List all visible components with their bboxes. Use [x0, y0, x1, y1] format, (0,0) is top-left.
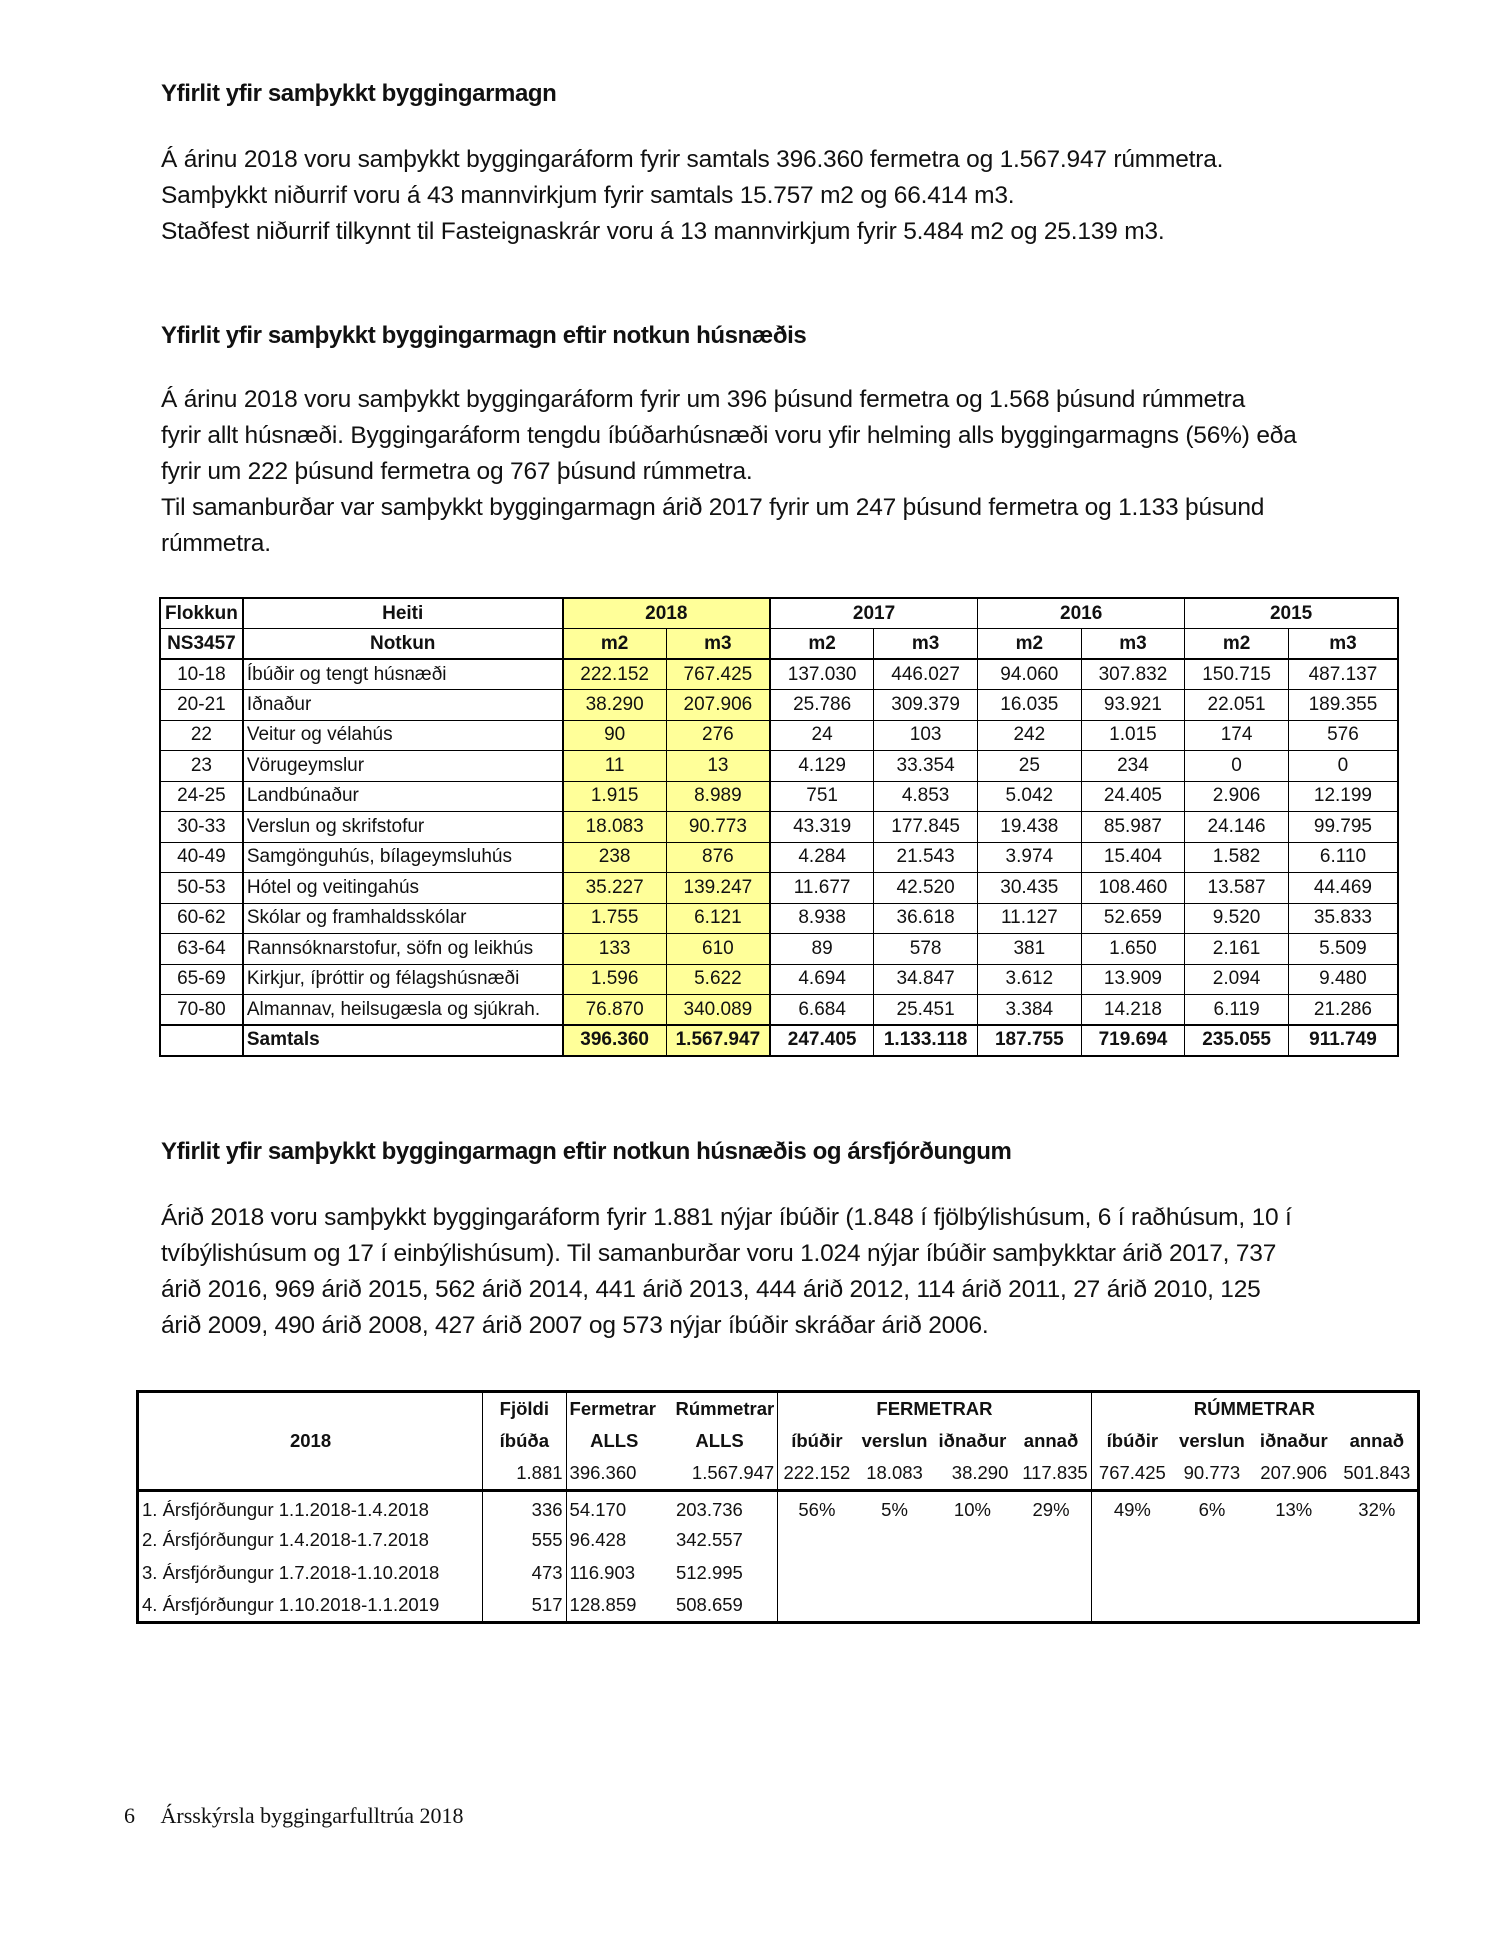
quarterly-volume-table — [136, 1390, 1420, 1624]
cell-2018-m2: 396.360 — [563, 1025, 667, 1056]
cell-2016-m3: 307.832 — [1081, 659, 1185, 690]
table-header-row — [160, 598, 1398, 629]
cell-usage-name: Hótel og veitingahús — [243, 873, 563, 904]
cell-2017-m2: 4.129 — [770, 751, 874, 782]
column-header-year-2017: 2017 — [770, 598, 977, 629]
cell-code: 23 — [160, 751, 243, 782]
cell-2015-m3: 6.110 — [1288, 842, 1398, 873]
cell-usage-name: Samtals — [243, 1025, 563, 1056]
table-header-row — [138, 1392, 1419, 1425]
paragraph-line: Staðfest niðurrif tilkynnt til Fasteignaskrár voru á 13 mannvirkjum fyrir 5.484 m2 og 25.139 m3. — [161, 218, 1165, 245]
cell-2017-m3: 446.027 — [874, 659, 978, 690]
cell-2018-m3: 13 — [666, 751, 770, 782]
pct-fermetrar-annad: 29% — [1032, 1498, 1070, 1520]
quarter-fjoldi: 336 — [483, 1491, 566, 1524]
table-row — [160, 934, 1398, 965]
quarter-fermetrar: 54.170 — [566, 1491, 662, 1524]
cell-2017-m3: 36.618 — [874, 903, 978, 934]
pct-fermetrar-verslun: 5% — [881, 1498, 908, 1520]
cell-2017-m2: 4.694 — [770, 964, 874, 995]
column-header-annad: annað — [1349, 1430, 1405, 1451]
cell-2016-m3: 1.650 — [1081, 934, 1185, 965]
quarter-label: 2. Ársfjórðungur 1.4.2018-1.7.2018 — [142, 1529, 429, 1550]
cell-2015-m3: 21.286 — [1288, 995, 1398, 1026]
pct-fermetrar-verslun — [856, 1524, 934, 1557]
cell-code: 50-53 — [160, 873, 243, 904]
column-header-verslun: verslun — [861, 1430, 928, 1451]
cell-2015-m2: 1.582 — [1185, 842, 1289, 873]
pct-rummetrar-annad — [1337, 1557, 1419, 1590]
section-heading-approved-volume: Yfirlit yfir samþykkt byggingarmagn — [161, 80, 557, 107]
quarter-fjoldi: 473 — [483, 1557, 566, 1590]
cell-2017-m2: 25.786 — [770, 690, 874, 721]
quarter-fermetrar: 128.859 — [566, 1590, 662, 1623]
column-header-annad: annað — [1023, 1430, 1079, 1451]
cell-2015-m3: 99.795 — [1288, 812, 1398, 843]
cell-2016-m3: 234 — [1081, 751, 1185, 782]
pct-fermetrar-ibudir — [778, 1590, 856, 1623]
quarter-fjoldi: 517 — [483, 1590, 566, 1623]
cell-usage-name: Íbúðir og tengt húsnæði — [243, 659, 563, 690]
pct-fermetrar-annad — [1011, 1557, 1091, 1590]
quarter-rummetrar: 508.659 — [675, 1594, 743, 1616]
cell-2018-m3: 8.989 — [666, 781, 770, 812]
cell-2017-m2: 43.319 — [770, 812, 874, 843]
cell-2015-m3: 12.199 — [1288, 781, 1398, 812]
table-total-row — [160, 1025, 1398, 1056]
total-fermetrar-idnadur: 38.290 — [933, 1458, 1011, 1491]
column-header-verslun: verslun — [1179, 1430, 1245, 1451]
cell-2017-m3: 33.354 — [874, 751, 978, 782]
pct-fermetrar-annad — [1011, 1524, 1091, 1557]
cell-2018-m2: 35.227 — [563, 873, 667, 904]
cell-2016-m3: 24.405 — [1081, 781, 1185, 812]
quarter-label: 1. Ársfjórðungur 1.1.2018-1.4.2018 — [142, 1498, 429, 1520]
table-row — [160, 781, 1398, 812]
column-header-fermetrar-alls: Fermetrar — [566, 1392, 662, 1425]
cell-2016-m2: 3.384 — [978, 995, 1082, 1026]
column-header-rummetrar-alls: ALLS — [695, 1430, 744, 1451]
cell-2015-m2: 22.051 — [1185, 690, 1289, 721]
cell-2017-m2: 11.677 — [770, 873, 874, 904]
table-row — [160, 873, 1398, 904]
cell-2015-m2: 9.520 — [1185, 903, 1289, 934]
cell-2015-m3: 487.137 — [1288, 659, 1398, 690]
cell-2015-m2: 2.906 — [1185, 781, 1289, 812]
column-header-m2: m2 — [770, 629, 874, 660]
column-header-heiti: Heiti — [243, 598, 563, 629]
cell-2015-m2: 0 — [1185, 751, 1289, 782]
pct-rummetrar-ibudir: 49% — [1091, 1491, 1173, 1524]
usage-volume-table — [159, 597, 1399, 1057]
cell-2017-m3: 25.451 — [874, 995, 978, 1026]
cell-code — [160, 1025, 243, 1056]
cell-usage-name: Verslun og skrifstofur — [243, 812, 563, 843]
pct-rummetrar-idnadur — [1251, 1557, 1337, 1590]
total-fermetrar-verslun: 18.083 — [856, 1458, 934, 1491]
cell-code: 24-25 — [160, 781, 243, 812]
cell-code: 20-21 — [160, 690, 243, 721]
column-header-idnadur: iðnaður — [1259, 1430, 1328, 1451]
quarter-fermetrar: 96.428 — [566, 1524, 662, 1557]
pct-fermetrar-verslun — [856, 1557, 934, 1590]
cell-2017-m3: 177.845 — [874, 812, 978, 843]
table-row — [160, 690, 1398, 721]
column-group-rummetrar: RÚMMETRAR — [1091, 1392, 1418, 1425]
pct-rummetrar-verslun — [1173, 1524, 1251, 1557]
cell-2018-m3: 610 — [666, 934, 770, 965]
cell-2016-m3: 13.909 — [1081, 964, 1185, 995]
cell-2018-m3: 876 — [666, 842, 770, 873]
column-header-m2: m2 — [1185, 629, 1289, 660]
cell-2018-m2: 38.290 — [563, 690, 667, 721]
empty-cell — [138, 1458, 483, 1491]
cell-2015-m2: 150.715 — [1185, 659, 1289, 690]
cell-2017-m3: 578 — [874, 934, 978, 965]
table-row — [160, 964, 1398, 995]
table-subheader-row — [160, 629, 1398, 660]
cell-2015-m2: 13.587 — [1185, 873, 1289, 904]
table-row — [160, 903, 1398, 934]
column-header-idnadur: iðnaður — [938, 1430, 1007, 1451]
table-row — [160, 659, 1398, 690]
cell-2016-m2: 25 — [978, 751, 1082, 782]
cell-2018-m3: 90.773 — [666, 812, 770, 843]
cell-2015-m2: 235.055 — [1185, 1025, 1289, 1056]
paragraph-line: Á árinu 2018 voru samþykkt byggingaráform fyrir um 396 þúsund fermetra og 1.568 þúsund rúmmetra — [161, 386, 1246, 413]
cell-2018-m3: 207.906 — [666, 690, 770, 721]
pct-rummetrar-verslun — [1173, 1557, 1251, 1590]
cell-usage-name: Skólar og framhaldsskólar — [243, 903, 563, 934]
column-header-notkun: Notkun — [243, 629, 563, 660]
cell-2018-m2: 1.596 — [563, 964, 667, 995]
cell-usage-name: Rannsóknarstofur, söfn og leikhús — [243, 934, 563, 965]
cell-2018-m3: 767.425 — [666, 659, 770, 690]
cell-2015-m3: 35.833 — [1288, 903, 1398, 934]
section2-paragraph — [161, 382, 1297, 562]
pct-rummetrar-ibudir — [1091, 1590, 1173, 1623]
table-row — [160, 995, 1398, 1026]
column-header-fjoldi: Fjöldi — [483, 1392, 566, 1425]
column-header-fermetrar-alls: ALLS — [566, 1425, 662, 1458]
section1-paragraph — [161, 142, 1223, 250]
cell-2016-m2: 19.438 — [978, 812, 1082, 843]
quarter-rummetrar: 342.557 — [675, 1529, 743, 1550]
cell-2018-m3: 139.247 — [666, 873, 770, 904]
cell-2016-m3: 93.921 — [1081, 690, 1185, 721]
total-rummetrar-verslun: 90.773 — [1173, 1458, 1251, 1491]
cell-2018-m2: 76.870 — [563, 995, 667, 1026]
column-header-m3: m3 — [874, 629, 978, 660]
pct-rummetrar-idnadur: 13% — [1275, 1498, 1313, 1520]
quarter-row — [138, 1557, 1419, 1590]
pct-rummetrar-idnadur — [1251, 1590, 1337, 1623]
cell-2018-m2: 1.915 — [563, 781, 667, 812]
cell-code: 40-49 — [160, 842, 243, 873]
cell-2018-m3: 276 — [666, 720, 770, 751]
cell-2017-m3: 1.133.118 — [874, 1025, 978, 1056]
pct-fermetrar-annad — [1011, 1590, 1091, 1623]
cell-2018-m2: 11 — [563, 751, 667, 782]
cell-2016-m3: 85.987 — [1081, 812, 1185, 843]
cell-2017-m3: 21.543 — [874, 842, 978, 873]
column-header-flokkun: Flokkun — [160, 598, 243, 629]
cell-2016-m2: 3.974 — [978, 842, 1082, 873]
column-header-year-2015: 2015 — [1185, 598, 1398, 629]
column-header-m2: m2 — [978, 629, 1082, 660]
cell-2015-m2: 24.146 — [1185, 812, 1289, 843]
cell-2018-m2: 222.152 — [563, 659, 667, 690]
cell-code: 30-33 — [160, 812, 243, 843]
cell-2016-m3: 1.015 — [1081, 720, 1185, 751]
pct-rummetrar-ibudir — [1091, 1557, 1173, 1590]
section-heading-by-usage: Yfirlit yfir samþykkt byggingarmagn eftir notkun húsnæðis — [161, 322, 807, 349]
total-fermetrar: 396.360 — [566, 1458, 662, 1491]
cell-2017-m2: 6.684 — [770, 995, 874, 1026]
report-title: Ársskýrsla byggingarfulltrúa 2018 — [160, 1803, 464, 1828]
column-header-m3: m3 — [1288, 629, 1398, 660]
pct-fermetrar-idnadur — [933, 1590, 1011, 1623]
cell-2015-m3: 9.480 — [1288, 964, 1398, 995]
cell-usage-name: Iðnaður — [243, 690, 563, 721]
cell-code: 60-62 — [160, 903, 243, 934]
cell-2016-m3: 108.460 — [1081, 873, 1185, 904]
cell-2018-m2: 133 — [563, 934, 667, 965]
cell-usage-name: Landbúnaður — [243, 781, 563, 812]
table-row — [160, 720, 1398, 751]
quarter-fjoldi: 555 — [483, 1524, 566, 1557]
quarter-row — [138, 1524, 1419, 1557]
cell-2017-m2: 4.284 — [770, 842, 874, 873]
cell-2016-m2: 94.060 — [978, 659, 1082, 690]
cell-2015-m3: 189.355 — [1288, 690, 1398, 721]
column-header-year-2016: 2016 — [978, 598, 1185, 629]
table-row — [160, 812, 1398, 843]
column-header-year: 2018 — [289, 1429, 332, 1451]
section-heading-by-quarter: Yfirlit yfir samþykkt byggingarmagn eftir notkun húsnæðis og ársfjórðungum — [161, 1138, 1012, 1165]
table-row — [160, 751, 1398, 782]
cell-2017-m2: 247.405 — [770, 1025, 874, 1056]
cell-usage-name: Veitur og vélahús — [243, 720, 563, 751]
column-header-m3: m3 — [1081, 629, 1185, 660]
column-header-ns3457: NS3457 — [160, 629, 243, 660]
cell-2017-m2: 137.030 — [770, 659, 874, 690]
total-rummetrar: 1.567.947 — [662, 1458, 778, 1491]
cell-code: 10-18 — [160, 659, 243, 690]
cell-2015-m2: 6.119 — [1185, 995, 1289, 1026]
quarter-row — [138, 1491, 1419, 1524]
total-rummetrar-annad: 501.843 — [1337, 1458, 1419, 1491]
pct-fermetrar-ibudir — [778, 1557, 856, 1590]
paragraph-line: Til samanburðar var samþykkt byggingarmagn árið 2017 fyrir um 247 þúsund fermetra og 1.133 þúsund — [161, 494, 1265, 521]
cell-2015-m2: 2.161 — [1185, 934, 1289, 965]
cell-2018-m3: 1.567.947 — [666, 1025, 770, 1056]
table-totals-row — [138, 1458, 1419, 1491]
paragraph-line: Á árinu 2018 voru samþykkt byggingaráform fyrir samtals 396.360 fermetra og 1.567.947 rúmmetra. — [161, 146, 1224, 173]
cell-2015-m2: 2.094 — [1185, 964, 1289, 995]
cell-usage-name: Vörugeymslur — [243, 751, 563, 782]
quarter-fermetrar: 116.903 — [566, 1557, 662, 1590]
cell-usage-name: Almannav, heilsugæsla og sjúkrah. — [243, 995, 563, 1026]
cell-2016-m3: 719.694 — [1081, 1025, 1185, 1056]
pct-rummetrar-annad — [1337, 1524, 1419, 1557]
pct-rummetrar-ibudir — [1091, 1524, 1173, 1557]
cell-2018-m2: 238 — [563, 842, 667, 873]
cell-2016-m2: 3.612 — [978, 964, 1082, 995]
paragraph-line: tvíbýlishúsum og 17 í einbýlishúsum). Til samanburðar voru 1.024 nýjar íbúðir samþykktar árið 2017, 737 — [161, 1240, 1277, 1267]
page-footer — [124, 1803, 464, 1829]
cell-2016-m3: 52.659 — [1081, 903, 1185, 934]
page-number: 6 — [124, 1803, 135, 1828]
cell-2018-m2: 18.083 — [563, 812, 667, 843]
cell-code: 70-80 — [160, 995, 243, 1026]
column-header-ibudir: íbúðir — [778, 1425, 856, 1458]
section3-paragraph — [161, 1200, 1292, 1344]
cell-2018-m2: 1.755 — [563, 903, 667, 934]
cell-2017-m2: 89 — [770, 934, 874, 965]
cell-2017-m2: 751 — [770, 781, 874, 812]
paragraph-line: fyrir um 222 þúsund fermetra og 767 þúsund rúmmetra. — [161, 458, 753, 485]
total-rummetrar-ibudir: 767.425 — [1091, 1458, 1173, 1491]
paragraph-line: árið 2009, 490 árið 2008, 427 árið 2007 og 573 nýjar íbúðir skráðar árið 2006. — [161, 1312, 989, 1339]
cell-2015-m3: 911.749 — [1288, 1025, 1398, 1056]
cell-2016-m2: 30.435 — [978, 873, 1082, 904]
paragraph-line: fyrir allt húsnæði. Byggingaráform tengdu íbúðarhúsnæði voru yfir helming alls byggingarmagns (56%) eða — [161, 422, 1297, 449]
quarter-row — [138, 1590, 1419, 1623]
cell-2017-m3: 4.853 — [874, 781, 978, 812]
pct-fermetrar-idnadur — [933, 1524, 1011, 1557]
column-header-fjoldi: íbúða — [483, 1425, 566, 1458]
cell-2017-m3: 103 — [874, 720, 978, 751]
cell-2016-m2: 5.042 — [978, 781, 1082, 812]
pct-fermetrar-idnadur: 10% — [953, 1498, 991, 1520]
quarter-label: 4. Ársfjórðungur 1.10.2018-1.1.2019 — [142, 1594, 440, 1616]
cell-2017-m3: 309.379 — [874, 690, 978, 721]
column-header-year-2018: 2018 — [563, 598, 770, 629]
cell-2017-m3: 42.520 — [874, 873, 978, 904]
pct-fermetrar-idnadur — [933, 1557, 1011, 1590]
cell-2017-m2: 8.938 — [770, 903, 874, 934]
cell-code: 65-69 — [160, 964, 243, 995]
cell-2018-m2: 90 — [563, 720, 667, 751]
column-header-m2: m2 — [563, 629, 667, 660]
cell-2015-m3: 576 — [1288, 720, 1398, 751]
cell-2016-m2: 381 — [978, 934, 1082, 965]
cell-2016-m2: 16.035 — [978, 690, 1082, 721]
cell-2015-m2: 174 — [1185, 720, 1289, 751]
paragraph-line: rúmmetra. — [161, 530, 271, 557]
paragraph-line: árið 2016, 969 árið 2015, 562 árið 2014, 441 árið 2013, 444 árið 2012, 114 árið 2011, 27 árið 2010, 125 — [161, 1276, 1261, 1303]
pct-rummetrar-annad — [1337, 1590, 1419, 1623]
quarter-label: 3. Ársfjórðungur 1.7.2018-1.10.2018 — [142, 1562, 440, 1583]
total-fjoldi: 1.881 — [483, 1458, 566, 1491]
column-header-m3: m3 — [666, 629, 770, 660]
column-header-ibudir: íbúðir — [1091, 1425, 1173, 1458]
cell-2015-m3: 44.469 — [1288, 873, 1398, 904]
cell-2016-m2: 187.755 — [978, 1025, 1082, 1056]
cell-2018-m3: 6.121 — [666, 903, 770, 934]
paragraph-line: Árið 2018 voru samþykkt byggingaráform fyrir 1.881 nýjar íbúðir (1.848 í fjölbýlishúsum, 6 í raðhúsum, 10 í — [161, 1204, 1292, 1231]
column-group-fermetrar: FERMETRAR — [778, 1392, 1091, 1425]
cell-2016-m3: 14.218 — [1081, 995, 1185, 1026]
cell-2017-m2: 24 — [770, 720, 874, 751]
paragraph-line: Samþykkt niðurrif voru á 43 mannvirkjum fyrir samtals 15.757 m2 og 66.414 m3. — [161, 182, 1015, 209]
pct-fermetrar-ibudir: 56% — [778, 1491, 856, 1524]
cell-usage-name: Kirkjur, íþróttir og félagshúsnæði — [243, 964, 563, 995]
cell-2016-m2: 11.127 — [978, 903, 1082, 934]
total-fermetrar-annad: 117.835 — [1011, 1458, 1091, 1491]
column-header-rummetrar-alls: Rúmmetrar — [675, 1397, 775, 1419]
pct-fermetrar-verslun — [856, 1590, 934, 1623]
cell-2017-m3: 34.847 — [874, 964, 978, 995]
total-rummetrar-idnadur: 207.906 — [1251, 1458, 1337, 1491]
total-fermetrar-ibudir: 222.152 — [778, 1458, 856, 1491]
pct-fermetrar-ibudir — [778, 1524, 856, 1557]
cell-2018-m3: 5.622 — [666, 964, 770, 995]
pct-rummetrar-idnadur — [1251, 1524, 1337, 1557]
pct-rummetrar-verslun: 6% — [1198, 1498, 1226, 1520]
cell-code: 22 — [160, 720, 243, 751]
cell-code: 63-64 — [160, 934, 243, 965]
cell-2016-m2: 242 — [978, 720, 1082, 751]
cell-2016-m3: 15.404 — [1081, 842, 1185, 873]
cell-2015-m3: 0 — [1288, 751, 1398, 782]
pct-rummetrar-annad: 32% — [1358, 1498, 1396, 1520]
quarter-rummetrar: 512.995 — [675, 1562, 743, 1583]
quarter-rummetrar: 203.736 — [675, 1498, 743, 1520]
pct-rummetrar-verslun — [1173, 1590, 1251, 1623]
cell-2015-m3: 5.509 — [1288, 934, 1398, 965]
table-row — [160, 842, 1398, 873]
cell-usage-name: Samgönguhús, bílageymsluhús — [243, 842, 563, 873]
cell-2018-m3: 340.089 — [666, 995, 770, 1026]
